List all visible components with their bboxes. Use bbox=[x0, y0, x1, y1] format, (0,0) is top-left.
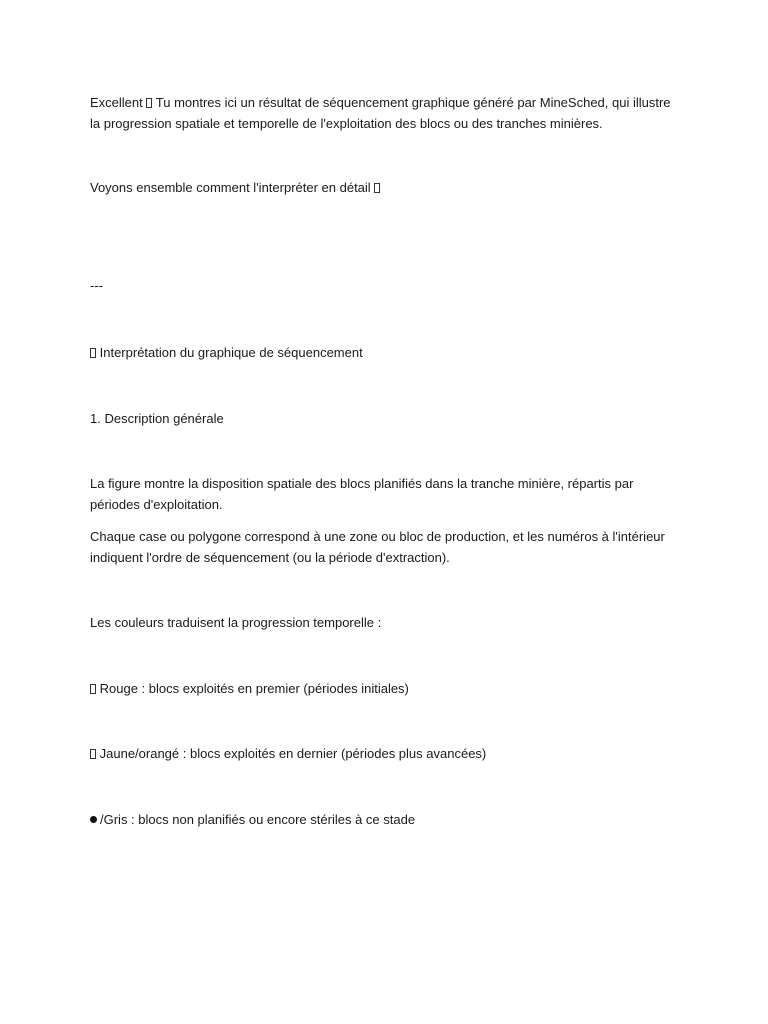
section-heading bbox=[90, 342, 680, 363]
separator bbox=[90, 275, 680, 296]
lead-paragraph bbox=[90, 177, 680, 198]
list-item-red-text: Rouge : blocs exploités en premier (périodes initiales) bbox=[99, 681, 409, 696]
list-item-yellow-text: Jaune/orangé : blocs exploités en dernier (périodes plus avancées) bbox=[99, 746, 487, 761]
colors-text: Les couleurs traduisent la progression temporelle : bbox=[90, 615, 382, 630]
missing-glyph-icon bbox=[146, 98, 152, 108]
missing-glyph-icon bbox=[90, 684, 96, 694]
intro-paragraph bbox=[90, 92, 680, 134]
intro-word: Excellent bbox=[90, 95, 143, 110]
missing-glyph-icon bbox=[374, 183, 380, 193]
subsection-title bbox=[90, 408, 680, 429]
description-text: La figure montre la disposition spatiale des blocs planifiés dans la tranche minière, répartis par périodes d'exploitation. bbox=[90, 476, 634, 512]
missing-glyph-icon bbox=[90, 348, 96, 358]
missing-glyph-icon bbox=[90, 749, 96, 759]
list-item-red bbox=[90, 678, 680, 699]
list-item-grey-text: /Gris : blocs non planifiés ou encore stériles à ce stade bbox=[100, 812, 416, 827]
bullet-icon bbox=[90, 816, 97, 823]
colors-paragraph bbox=[90, 612, 680, 633]
list-item-grey bbox=[90, 809, 680, 830]
section-heading-text: Interprétation du graphique de séquencement bbox=[99, 345, 363, 360]
blocks-paragraph bbox=[90, 526, 680, 568]
separator-text: --- bbox=[90, 278, 103, 293]
lead-text: Voyons ensemble comment l'interpréter en détail bbox=[90, 180, 371, 195]
blocks-text: Chaque case ou polygone correspond à une zone ou bloc de production, et les numéros à l'intérieur indiquent l'ordre de séquencement (ou la période d'extraction). bbox=[90, 529, 665, 565]
list-item-yellow bbox=[90, 743, 680, 764]
description-paragraph bbox=[90, 473, 680, 515]
intro-text: Tu montres ici un résultat de séquencement graphique généré par MineSched, qui illustre la progression spatiale et temporelle de l'exploitation des blocs ou des tranches minières. bbox=[90, 95, 671, 131]
subsection-title-text: 1. Description générale bbox=[90, 411, 224, 426]
